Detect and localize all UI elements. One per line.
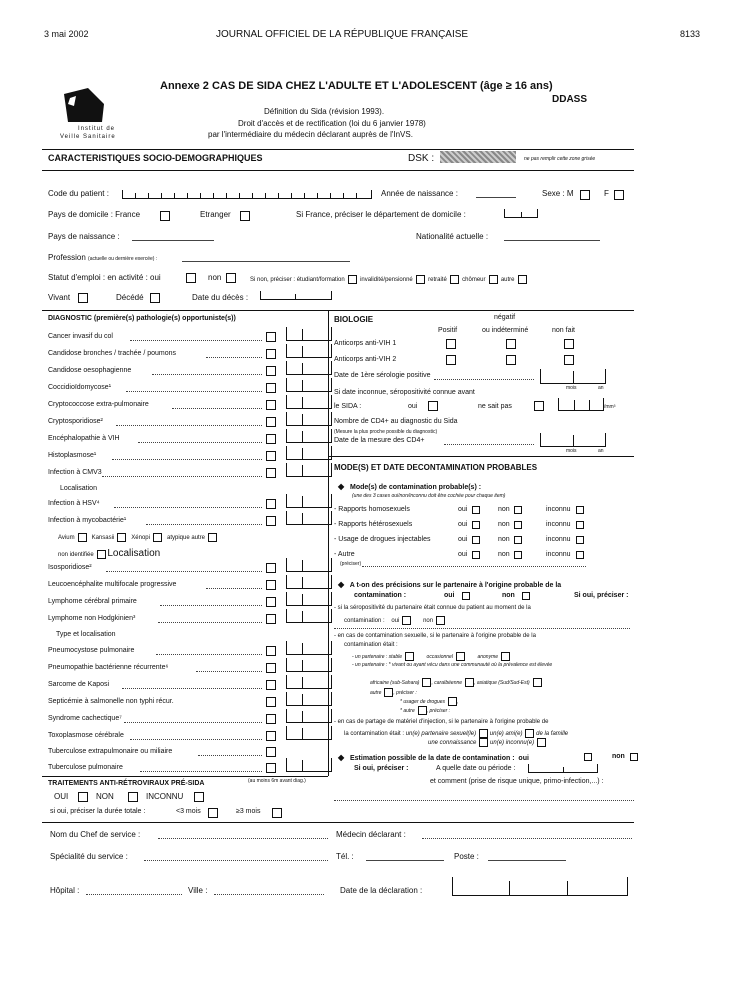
form-title: Annexe 2 CAS DE SIDA CHEZ L'ADULTE ET L'ADOLESCENT (âge ≥ 16 ans) bbox=[160, 80, 553, 92]
seropos-text: - si la séropositivité du partenaire était connue du patient au moment de la bbox=[334, 605, 531, 611]
si-france-label: Si France, préciser le département de domicile : bbox=[296, 210, 466, 219]
caraibeenne-checkbox[interactable] bbox=[465, 678, 474, 687]
nesaitpas-label: ne sait pas bbox=[478, 403, 512, 410]
xenopi-checkbox[interactable] bbox=[153, 533, 162, 542]
profession-label: Profession (actuelle ou dernière exercée) : bbox=[48, 253, 158, 262]
inconnu-label: inconnu bbox=[546, 521, 571, 528]
decede-label: Décédé bbox=[116, 293, 144, 302]
diag-item: Septicémie à salmonelle non typhi récur. bbox=[48, 698, 174, 705]
mode-row-label: - Rapports hétérosexuels bbox=[334, 521, 413, 528]
chef-input[interactable] bbox=[158, 838, 328, 839]
date-cd4-input[interactable] bbox=[540, 433, 606, 447]
medecin-input[interactable] bbox=[422, 838, 632, 839]
diag-date-input[interactable] bbox=[286, 726, 332, 740]
chef-label: Nom du Chef de service : bbox=[50, 830, 141, 839]
duree-label: si oui, préciser la durée totale : bbox=[50, 808, 146, 815]
diag-date-input[interactable] bbox=[286, 361, 332, 375]
mode-sub: ◆ Mode(s) de contamination probable(s) : bbox=[338, 482, 482, 491]
partner-type: - un partenaire : stable occasionnel anonyme bbox=[352, 652, 510, 661]
diag-checkbox[interactable] bbox=[266, 580, 276, 590]
trait-oui-label: OUI bbox=[54, 792, 69, 801]
lesida-oui-label: oui bbox=[408, 403, 418, 410]
vivant-communaute: - un partenaire : * vivant ou ayant vécu dans une communauté où la prévalence est élevée bbox=[352, 662, 553, 668]
mode-non-checkbox[interactable] bbox=[514, 551, 522, 559]
etranger-checkbox[interactable] bbox=[240, 211, 250, 221]
diag-checkbox[interactable] bbox=[266, 697, 276, 707]
retraite-checkbox[interactable] bbox=[450, 275, 459, 284]
mois-label: mois bbox=[566, 385, 577, 391]
diag-item: Encéphalopathie à VIH bbox=[48, 435, 120, 442]
autre-preciser: autre , préciser : bbox=[370, 689, 417, 696]
diag-item: Cryptococcose extra-pulmonaire bbox=[48, 401, 149, 408]
diag-checkbox[interactable] bbox=[266, 400, 276, 410]
trait-note: (au moins 6m avant diag.) bbox=[248, 778, 306, 784]
diag-checkbox[interactable] bbox=[266, 763, 276, 773]
pays-nais-input[interactable] bbox=[132, 240, 214, 241]
preciser-label: (préciser) bbox=[340, 561, 362, 567]
partner-oui-label: oui bbox=[444, 592, 455, 599]
trait-inconnu-checkbox[interactable] bbox=[194, 792, 204, 802]
diag-checkbox[interactable] bbox=[266, 597, 276, 607]
partage-contamination: la contamination était : un(e) partenaire sexuel(le) un(e) ami(e) de la famille bbox=[344, 729, 568, 738]
mode-row-label: - Rapports homosexuels bbox=[334, 506, 410, 513]
diag-checkbox[interactable] bbox=[266, 332, 276, 342]
seropos-non-checkbox[interactable] bbox=[436, 616, 445, 625]
seropos-oui-checkbox[interactable] bbox=[402, 616, 411, 625]
periode-input[interactable] bbox=[528, 764, 598, 773]
journal-title: JOURNAL OFFICIEL DE LA RÉPUBLIQUE FRANÇAISE bbox=[216, 29, 469, 40]
inconnu-label: inconnu bbox=[546, 506, 571, 513]
diag-checkbox[interactable] bbox=[266, 680, 276, 690]
vih1-positif-checkbox[interactable] bbox=[446, 339, 456, 349]
partner-contamination: contamination : bbox=[354, 592, 407, 599]
ami-checkbox[interactable] bbox=[525, 729, 534, 738]
date-deces-input[interactable] bbox=[260, 291, 332, 300]
diag-item: Isosporidiose² bbox=[48, 564, 92, 571]
diag-checkbox[interactable] bbox=[266, 383, 276, 393]
medecin-label: Médecin déclarant : bbox=[336, 830, 406, 839]
diag-checkbox[interactable] bbox=[266, 563, 276, 573]
non-identifiee-checkbox[interactable] bbox=[97, 550, 106, 559]
localisation-label: Localisation bbox=[60, 485, 97, 492]
diag-item: Infection à HSV⁴ bbox=[48, 500, 100, 507]
dsk-label: DSK : bbox=[408, 153, 435, 164]
diag-item: Lymphome non Hodgkinien³ bbox=[48, 615, 136, 622]
mode-oui-checkbox[interactable] bbox=[472, 521, 480, 529]
cd4-note: (Mesure la plus proche possible du diagnostic) bbox=[334, 429, 438, 435]
code-label: Code du patient : bbox=[48, 189, 109, 198]
diag-date-input[interactable] bbox=[286, 692, 332, 706]
inconnu-label: inconnu bbox=[546, 551, 571, 558]
diag-item: Lymphome cérébral primaire bbox=[48, 598, 137, 605]
statut-label: Statut d'emploi : en activité : oui bbox=[48, 273, 161, 282]
ville-input[interactable] bbox=[214, 894, 324, 895]
vih1-negatif-checkbox[interactable] bbox=[506, 339, 516, 349]
mode-sub-note: (une des 3 cases oui/non/inconnu doit être cochée pour chaque item) bbox=[352, 493, 506, 499]
diag-checkbox[interactable] bbox=[266, 366, 276, 376]
sexe-m-label: Sexe : M bbox=[542, 189, 574, 198]
diag-date-input[interactable] bbox=[286, 429, 332, 443]
diag-heading: DIAGNOSTIC (première(s) pathologie(s) opportuniste(s)) bbox=[48, 315, 236, 322]
diag-checkbox[interactable] bbox=[266, 663, 276, 673]
diag-date-input[interactable] bbox=[286, 609, 332, 623]
vih2-positif-checkbox[interactable] bbox=[446, 355, 456, 365]
origine-regions: africaine (sub-Sahara) , caraïbéenne , asiatique (Sud/Sud-Est) bbox=[370, 678, 542, 687]
partage-connaissance: une connaissance un(e) inconnu(e) bbox=[428, 738, 546, 747]
socio-heading: CARACTERISTIQUES SOCIO-DEMOGRAPHIQUES bbox=[48, 153, 263, 163]
diag-item: Histoplasmose¹ bbox=[48, 452, 97, 459]
intermediaire: par l'intermédiaire du médecin déclarant auprès de l'InVS. bbox=[208, 130, 413, 139]
date-decl-label: Date de la déclaration : bbox=[340, 886, 423, 895]
estimation-label: ◆ Estimation possible de la date de contamination : oui bbox=[338, 753, 529, 762]
tel-input[interactable] bbox=[366, 860, 444, 861]
specialite-input[interactable] bbox=[144, 860, 328, 861]
chomeur-checkbox[interactable] bbox=[489, 275, 498, 284]
mode-heading: MODE(S) ET DATE DECONTAMINATION PROBABLES bbox=[334, 463, 538, 472]
code-patient-input[interactable] bbox=[122, 190, 372, 199]
sexual-contamination: contamination était : bbox=[344, 642, 398, 648]
etudiant-checkbox[interactable] bbox=[348, 275, 357, 284]
diag-date-input[interactable] bbox=[286, 395, 332, 409]
avium-checkbox[interactable] bbox=[78, 533, 87, 542]
annee-input[interactable] bbox=[476, 197, 516, 198]
autre-usager-checkbox[interactable] bbox=[418, 706, 427, 715]
diag-date-input[interactable] bbox=[286, 592, 332, 606]
logo-line2: Veille Sanitaire bbox=[60, 134, 116, 140]
diag-item: Toxoplasmose cérébrale bbox=[48, 732, 124, 739]
decede-checkbox[interactable] bbox=[150, 293, 160, 303]
diag-date-input[interactable] bbox=[286, 658, 332, 672]
diag-item: Syndrome cachectique⁷ bbox=[48, 715, 122, 722]
diag-date-input[interactable] bbox=[286, 327, 332, 341]
asiatique-checkbox[interactable] bbox=[533, 678, 542, 687]
mode-inconnu-checkbox[interactable] bbox=[576, 536, 584, 544]
estimation-oui-checkbox[interactable] bbox=[584, 753, 592, 761]
diag-checkbox[interactable] bbox=[266, 451, 276, 461]
mode-oui-checkbox[interactable] bbox=[472, 551, 480, 559]
kansasii-checkbox[interactable] bbox=[117, 533, 126, 542]
oui-label: oui bbox=[458, 521, 468, 528]
annee-label: Année de naissance : bbox=[381, 189, 458, 198]
diag-checkbox[interactable] bbox=[266, 646, 276, 656]
occasionnel-checkbox[interactable] bbox=[456, 652, 465, 661]
lt3-checkbox[interactable] bbox=[208, 808, 218, 818]
negatif-label: négatif bbox=[494, 314, 516, 321]
bio-heading: BIOLOGIE bbox=[334, 315, 374, 324]
partage-text: - en cas de partage de matériel d'injection, si le partenaire à l'origine probable de bbox=[334, 719, 549, 725]
sexe-f-label: F bbox=[604, 189, 609, 198]
usager-checkbox[interactable] bbox=[448, 697, 457, 706]
oui-label: oui bbox=[458, 506, 468, 513]
autre-usager: * autre , préciser : bbox=[400, 707, 451, 714]
invs-logo bbox=[62, 86, 106, 124]
lesida-label: le SIDA : bbox=[334, 403, 362, 410]
diag-checkbox[interactable] bbox=[266, 714, 276, 724]
diag-item: Coccidioïdomycose¹ bbox=[48, 384, 112, 391]
diag-item: Candidose bronches / trachée / poumons bbox=[48, 350, 177, 357]
tel-label: Tél. : bbox=[336, 852, 354, 861]
stable-checkbox[interactable] bbox=[405, 652, 414, 661]
type-localisation-label: Type et localisation bbox=[56, 631, 116, 638]
inconnue-checkbox[interactable] bbox=[537, 738, 546, 747]
logo-line1: Institut de bbox=[78, 126, 116, 132]
vih2-label: Anticorps anti-VIH 2 bbox=[334, 356, 397, 363]
date-sero-input[interactable] bbox=[540, 369, 606, 384]
non-identifiee: non identifiée Localisation bbox=[58, 548, 161, 559]
specialite-label: Spécialité du service : bbox=[50, 852, 128, 861]
vih1-nonfait-checkbox[interactable] bbox=[564, 339, 574, 349]
diag-item: Cancer invasif du col bbox=[48, 333, 113, 340]
activite-non-checkbox[interactable] bbox=[226, 273, 236, 283]
diag-date-input[interactable] bbox=[286, 378, 332, 392]
vivant-label: Vivant bbox=[48, 293, 71, 302]
partner-sioui-label: Si oui, préciser : bbox=[574, 592, 629, 599]
activite-non-label: non bbox=[208, 273, 222, 282]
mode-inconnu-checkbox[interactable] bbox=[576, 506, 584, 514]
diag-date-input[interactable] bbox=[286, 641, 332, 655]
sexual-text: - en cas de contamination sexuelle, si le partenaire à l'origine probable de la bbox=[334, 633, 536, 639]
non-label: non bbox=[498, 536, 510, 543]
poste-input[interactable] bbox=[488, 860, 566, 861]
nesaitpas-checkbox[interactable] bbox=[534, 401, 544, 411]
estimation-non-label: non bbox=[612, 753, 625, 760]
estimation-sioui: Si oui, préciser : bbox=[354, 765, 409, 772]
trait-heading: TRAITEMENTS ANTI-RÉTROVIRAUX PRÉ-SIDA bbox=[48, 780, 205, 787]
an-label: an bbox=[598, 385, 604, 391]
diag-date-input[interactable] bbox=[286, 758, 332, 772]
non-label: non bbox=[498, 506, 510, 513]
mode-row-label: - Autre bbox=[334, 551, 355, 558]
seropos-contamination: contamination : oui non bbox=[344, 616, 445, 625]
cd4-label: Nombre de CD4+ au diagnostic du Sida bbox=[334, 418, 458, 425]
vih2-negatif-checkbox[interactable] bbox=[506, 355, 516, 365]
poste-label: Poste : bbox=[454, 852, 479, 861]
estimation-non-checkbox[interactable] bbox=[630, 753, 638, 761]
partner-question: ◆ A t-on des précisions sur le partenaire à l'origine probable de la bbox=[338, 580, 562, 589]
inconnu-label: inconnu bbox=[546, 536, 571, 543]
hopital-label: Hôpital : bbox=[50, 886, 80, 895]
lt3-label: <3 mois bbox=[176, 808, 201, 815]
dsk-grey-zone bbox=[440, 151, 516, 163]
sexuel-checkbox[interactable] bbox=[479, 729, 488, 738]
diag-checkbox[interactable] bbox=[266, 747, 276, 757]
ville-label: Ville : bbox=[188, 886, 208, 895]
diag-date-input[interactable] bbox=[286, 511, 332, 525]
diag-checkbox[interactable] bbox=[266, 499, 276, 509]
indetermine-label: ou indéterminé bbox=[482, 327, 529, 334]
diag-item: Candidose oesophagienne bbox=[48, 367, 132, 374]
diag-date-input[interactable] bbox=[286, 463, 332, 477]
an-label: an bbox=[598, 448, 604, 454]
etranger-label: Etranger bbox=[200, 210, 231, 219]
diag-date-input[interactable] bbox=[286, 446, 332, 460]
comment-label: et comment (prise de risque unique, primo-infection,...) : bbox=[430, 778, 604, 785]
diag-date-input[interactable] bbox=[286, 412, 332, 426]
date-deces-label: Date du décès : bbox=[192, 293, 249, 302]
droit-acces: Droit d'accès et de rectification (loi du 6 janvier 1978) bbox=[238, 119, 426, 128]
connaissance-checkbox[interactable] bbox=[479, 738, 488, 747]
africaine-checkbox[interactable] bbox=[422, 678, 431, 687]
sidate-label: Si date inconnue, séropositivité connue avant bbox=[334, 389, 475, 396]
lesida-oui-checkbox[interactable] bbox=[428, 401, 438, 411]
cd4-value-input[interactable] bbox=[558, 398, 604, 411]
nationalite-input[interactable] bbox=[504, 240, 600, 241]
mode-oui-checkbox[interactable] bbox=[472, 506, 480, 514]
diag-item: Sarcome de Kaposi bbox=[48, 681, 110, 688]
nationalite-label: Nationalité actuelle : bbox=[416, 232, 489, 241]
myco-types: Avium Kansasii Xénopi atypique autre bbox=[58, 533, 217, 542]
pays-nais-label: Pays de naissance : bbox=[48, 232, 120, 241]
diag-item: Pneumocystose pulmonaire bbox=[48, 647, 135, 654]
vih2-nonfait-checkbox[interactable] bbox=[564, 355, 574, 365]
diag-checkbox[interactable] bbox=[266, 516, 276, 526]
trait-oui-checkbox[interactable] bbox=[78, 792, 88, 802]
departement-input[interactable] bbox=[504, 209, 538, 218]
mode-inconnu-checkbox[interactable] bbox=[576, 521, 584, 529]
non-label: non bbox=[498, 551, 510, 558]
autre-checkbox[interactable] bbox=[518, 275, 527, 284]
date-declaration-input[interactable] bbox=[452, 877, 628, 896]
mode-inconnu-checkbox[interactable] bbox=[576, 551, 584, 559]
partner-oui-checkbox[interactable] bbox=[462, 592, 470, 600]
oui-label: oui bbox=[458, 536, 468, 543]
invalide-checkbox[interactable] bbox=[416, 275, 425, 284]
trait-non-checkbox[interactable] bbox=[128, 792, 138, 802]
vivant-checkbox[interactable] bbox=[78, 293, 88, 303]
ddass-label: DDASS bbox=[552, 94, 588, 105]
sexe-m-checkbox[interactable] bbox=[580, 190, 590, 200]
page-number: 8133 bbox=[680, 29, 701, 39]
partner-non-checkbox[interactable] bbox=[522, 592, 530, 600]
mm3-label: /mm³ bbox=[604, 404, 616, 410]
atypique-checkbox[interactable] bbox=[208, 533, 217, 542]
france-checkbox[interactable] bbox=[160, 211, 170, 221]
mode-non-checkbox[interactable] bbox=[514, 521, 522, 529]
non-label: non bbox=[498, 521, 510, 528]
diag-item: Tuberculose extrapulmonaire ou miliaire bbox=[48, 748, 173, 755]
trait-non-label: NON bbox=[96, 792, 114, 801]
vih1-label: Anticorps anti-VIH 1 bbox=[334, 340, 397, 347]
usager-drogues: * usager de drogues , bbox=[400, 698, 459, 705]
diag-date-input[interactable] bbox=[286, 344, 332, 358]
diag-item: Tuberculose pulmonaire bbox=[48, 764, 123, 771]
oui-label: oui bbox=[458, 551, 468, 558]
diag-checkbox[interactable] bbox=[266, 614, 276, 624]
diag-date-input[interactable] bbox=[286, 675, 332, 689]
activite-oui-checkbox[interactable] bbox=[186, 273, 196, 283]
mois-label: mois bbox=[566, 448, 577, 454]
anonyme-checkbox[interactable] bbox=[501, 652, 510, 661]
diag-checkbox[interactable] bbox=[266, 349, 276, 359]
date-sero-label: Date de 1ère sérologie positive bbox=[334, 372, 431, 379]
definition: Définition du Sida (révision 1993). bbox=[264, 107, 385, 116]
mode-non-checkbox[interactable] bbox=[514, 536, 522, 544]
dsk-note: ne pas remplir cette zone grisée bbox=[524, 156, 596, 162]
diag-item: Cryptosporidiose² bbox=[48, 418, 103, 425]
diag-item: Infection à mycobactérie¹ bbox=[48, 517, 127, 524]
header-date: 3 mai 2002 bbox=[44, 29, 89, 39]
trait-inconnu-label: INCONNU bbox=[146, 792, 184, 801]
profession-input[interactable] bbox=[182, 261, 350, 262]
mode-row-label: - Usage de drogues injectables bbox=[334, 536, 431, 543]
diag-item: Leucoencéphalite multifocale progressive bbox=[48, 581, 177, 588]
mode-oui-checkbox[interactable] bbox=[472, 536, 480, 544]
diag-checkbox[interactable] bbox=[266, 731, 276, 741]
sexe-f-checkbox[interactable] bbox=[614, 190, 624, 200]
si-non-label: Si non, préciser : étudiant/formation invalidité/pensionné retraité chômeur autre bbox=[250, 275, 527, 284]
diag-date-input[interactable] bbox=[286, 558, 332, 572]
ge3-label: ≥3 mois bbox=[236, 808, 261, 815]
pays-dom-label: Pays de domicile : France bbox=[48, 210, 141, 219]
diag-item: Pneumopathie bactérienne récurrente⁶ bbox=[48, 664, 169, 671]
hopital-input[interactable] bbox=[86, 894, 182, 895]
diag-checkbox[interactable] bbox=[266, 468, 276, 478]
date-cd4-label: Date de la mesure des CD4+ bbox=[334, 437, 425, 444]
diag-checkbox[interactable] bbox=[266, 417, 276, 427]
diag-checkbox[interactable] bbox=[266, 434, 276, 444]
diag-date-input[interactable] bbox=[286, 575, 332, 589]
positif-label: Positif bbox=[438, 327, 458, 334]
diag-item: Infection à CMV3 bbox=[48, 469, 102, 476]
diag-date-input[interactable] bbox=[286, 494, 332, 508]
partner-non-label: non bbox=[502, 592, 515, 599]
periode-label: A quelle date ou période : bbox=[436, 765, 516, 772]
diag-date-input[interactable] bbox=[286, 709, 332, 723]
ge3-checkbox[interactable] bbox=[272, 808, 282, 818]
mode-non-checkbox[interactable] bbox=[514, 506, 522, 514]
nonfait-label: non fait bbox=[552, 327, 575, 334]
